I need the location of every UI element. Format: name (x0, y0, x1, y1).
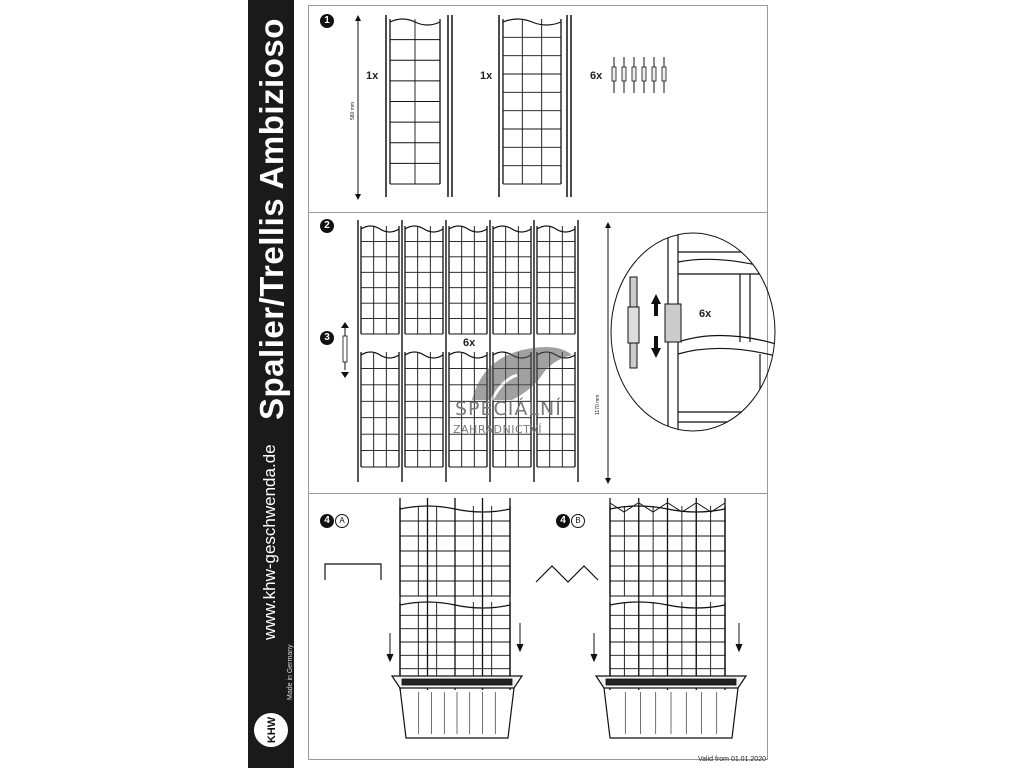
made-in-label: Made in Germany (287, 644, 294, 700)
trellis-panel-b (497, 15, 573, 200)
planter-trellis-zigzag (592, 498, 747, 748)
variant-a-badge: A (335, 514, 349, 528)
dimension-1170: 1170 mm (595, 394, 601, 415)
panel-b-count: 1x (480, 70, 493, 82)
step-4a-number: 4 (320, 514, 334, 528)
connector-push-icon (338, 322, 352, 378)
product-title: Spalier/Trellis Ambizioso (253, 18, 290, 420)
dimension-580: 580 mm (350, 101, 356, 120)
website-url: www.khw-geschwenda.de (260, 444, 279, 640)
khw-logo-icon (250, 690, 292, 750)
logo-text: KHW (266, 716, 278, 744)
trellis-panel-a (384, 15, 456, 200)
step-1-number: 1 (320, 14, 334, 28)
connector-detail-view (610, 232, 776, 432)
step-2-number: 2 (320, 219, 334, 233)
assembly-count: 6x (463, 337, 476, 349)
straight-layout-icon (324, 560, 384, 582)
watermark-line-1: SPECIÁLNÍ (455, 398, 562, 420)
detail-count: 6x (699, 308, 712, 320)
variant-b-badge: B (571, 514, 585, 528)
step-4b-number: 4 (556, 514, 570, 528)
planter-trellis-straight (388, 498, 528, 748)
connector-pins (610, 57, 670, 95)
panel-a-count: 1x (366, 70, 379, 82)
divider-2 (308, 493, 768, 494)
zigzag-layout-icon (536, 562, 600, 586)
step-3-number: 3 (320, 331, 334, 345)
connectors-count: 6x (590, 70, 603, 82)
valid-from-note: Valid from 01.01.2020 (698, 756, 766, 763)
watermark-line-2: ZAHRADNICTVÍ (453, 423, 543, 436)
divider-1 (308, 212, 768, 213)
